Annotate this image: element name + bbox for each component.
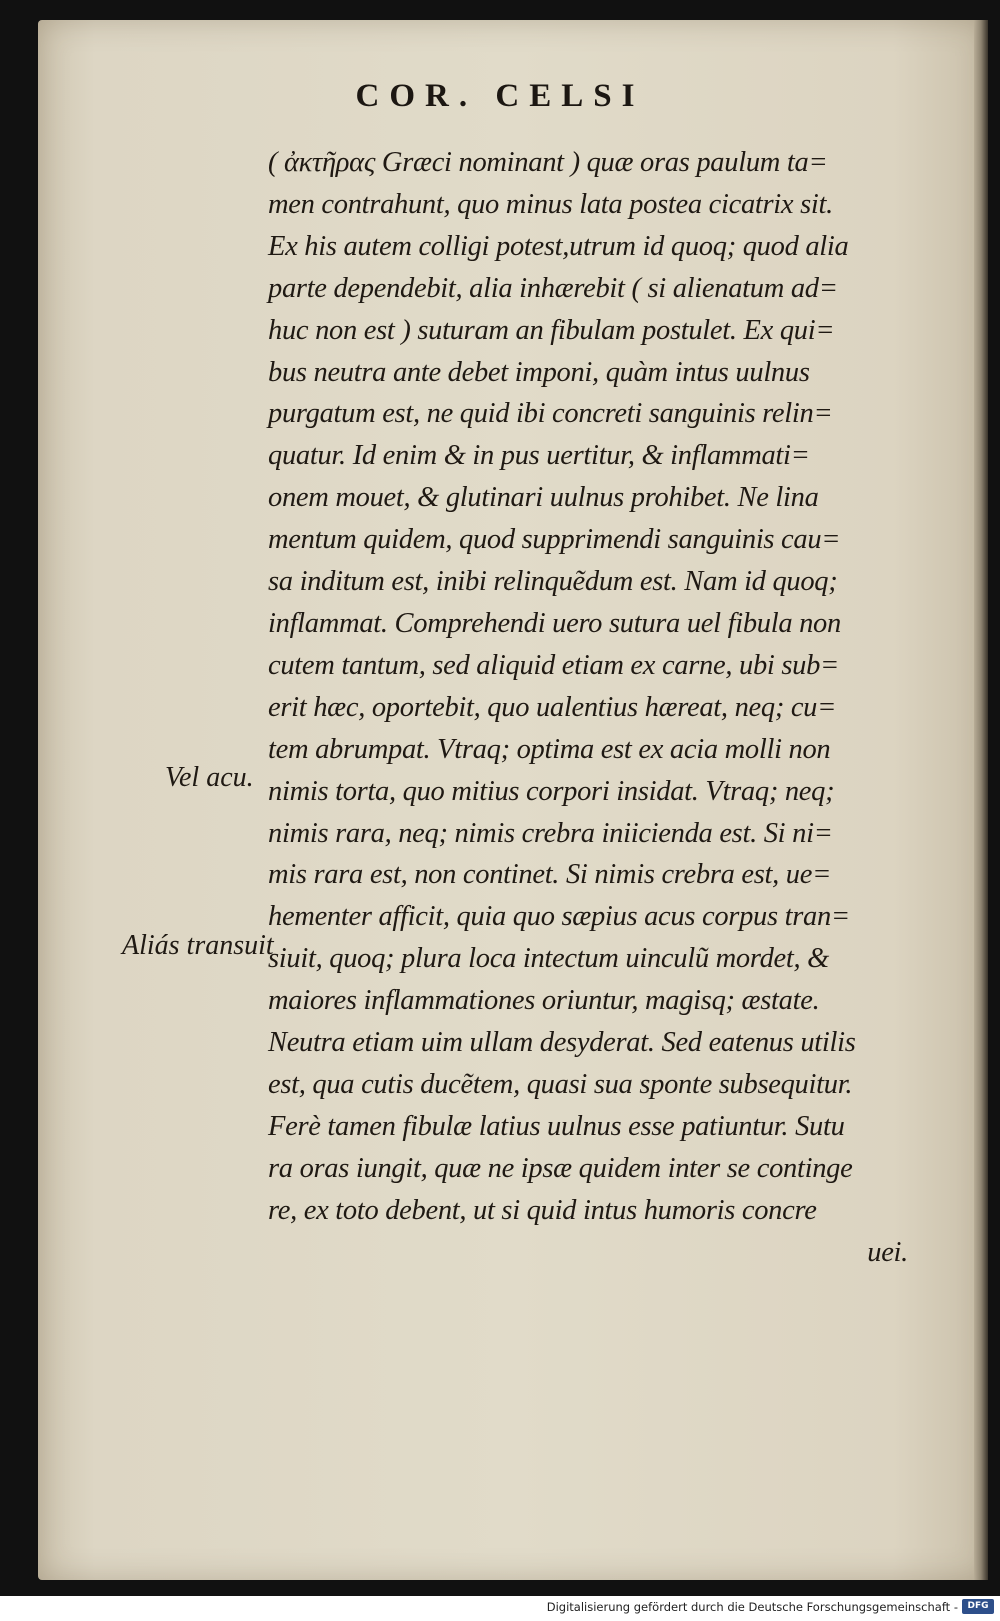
- text-line: men contrahunt, quo minus lata postea cicatrix sit.: [268, 188, 833, 220]
- text-line: cutem tantum, sed aliquid etiam ex carne, ubi sub=: [268, 649, 839, 681]
- text-line: purgatum est, ne quid ibi concreti sanguinis relin=: [268, 398, 833, 430]
- text-line: est, qua cutis ducẽtem, quasi sua sponte subsequitur.: [268, 1068, 853, 1100]
- marginal-note: Aliás transuit: [122, 930, 274, 961]
- text-line: Ex his autem colligi potest,utrum id quoq; quod alia: [268, 230, 849, 262]
- text-line: inflammat. Comprehendi uero sutura uel fibula non: [268, 607, 841, 639]
- text-line: onem mouet, & glutinari uulnus prohibet. Ne lina: [268, 482, 819, 514]
- text-line: bus neutra ante debet imponi, quàm intus uulnus: [268, 356, 810, 388]
- text-line: maiores inflammationes oriuntur, magisq; æstate.: [268, 985, 820, 1017]
- text-line: parte dependebit, alia inhærebit ( si alienatum ad=: [268, 272, 838, 304]
- text-line: ra oras iungit, quæ ne ipsæ quidem inter se continge: [268, 1152, 853, 1184]
- running-head: COR. CELSI: [355, 78, 645, 114]
- text-line: huc non est ) suturam an fibulam postulet. Ex qui=: [268, 314, 835, 346]
- text-line: Neutra etiam uim ullam desyderat. Sed eatenus utilis: [268, 1027, 856, 1059]
- dfg-logo: DFG: [962, 1599, 994, 1614]
- text-line: ( ἀκτῆρας Græci nominant ) quæ oras paulum ta=: [268, 147, 828, 178]
- text-line: mis rara est, non continet. Si nimis crebra est, ue=: [268, 859, 832, 891]
- text-line: hementer afficit, quia quo sæpius acus corpus tran=: [268, 901, 850, 933]
- text-line: quatur. Id enim & in pus uertitur, & inflammati=: [268, 440, 810, 472]
- text-line: siuit, quoq; plura loca intectum uinculũ mordet, &: [268, 943, 830, 975]
- digitization-credit: Digitalisierung gefördert durch die Deutsche Forschungsgemeinschaft -: [546, 1600, 958, 1614]
- text-line: nimis rara, neq; nimis crebra iniicienda est. Si ni=: [268, 817, 833, 849]
- text-line: sa inditum est, inibi relinquẽdum est. Nam id quoq;: [268, 566, 838, 598]
- marginal-note: Vel acu.: [165, 762, 254, 793]
- text-line: mentum quidem, quod supprimendi sanguinis cau=: [268, 524, 841, 556]
- text-line: erit hæc, oportebit, quo ualentius hæreat, neq; cu=: [268, 691, 837, 723]
- catchword: uei.: [867, 1236, 908, 1268]
- text-line: nimis torta, quo mitius corpori insidat. Vtraq; neq;: [268, 775, 835, 807]
- text-line: Ferè tamen fibulæ latius uulnus esse patiuntur. Sutu: [268, 1110, 845, 1142]
- page-edge: [974, 20, 988, 1580]
- text-line: tem abrumpat. Vtraq; optima est ex acia molli non: [268, 733, 831, 765]
- text-line: re, ex toto debent, ut si quid intus humoris concre: [268, 1194, 817, 1226]
- body-text: [268, 142, 908, 1273]
